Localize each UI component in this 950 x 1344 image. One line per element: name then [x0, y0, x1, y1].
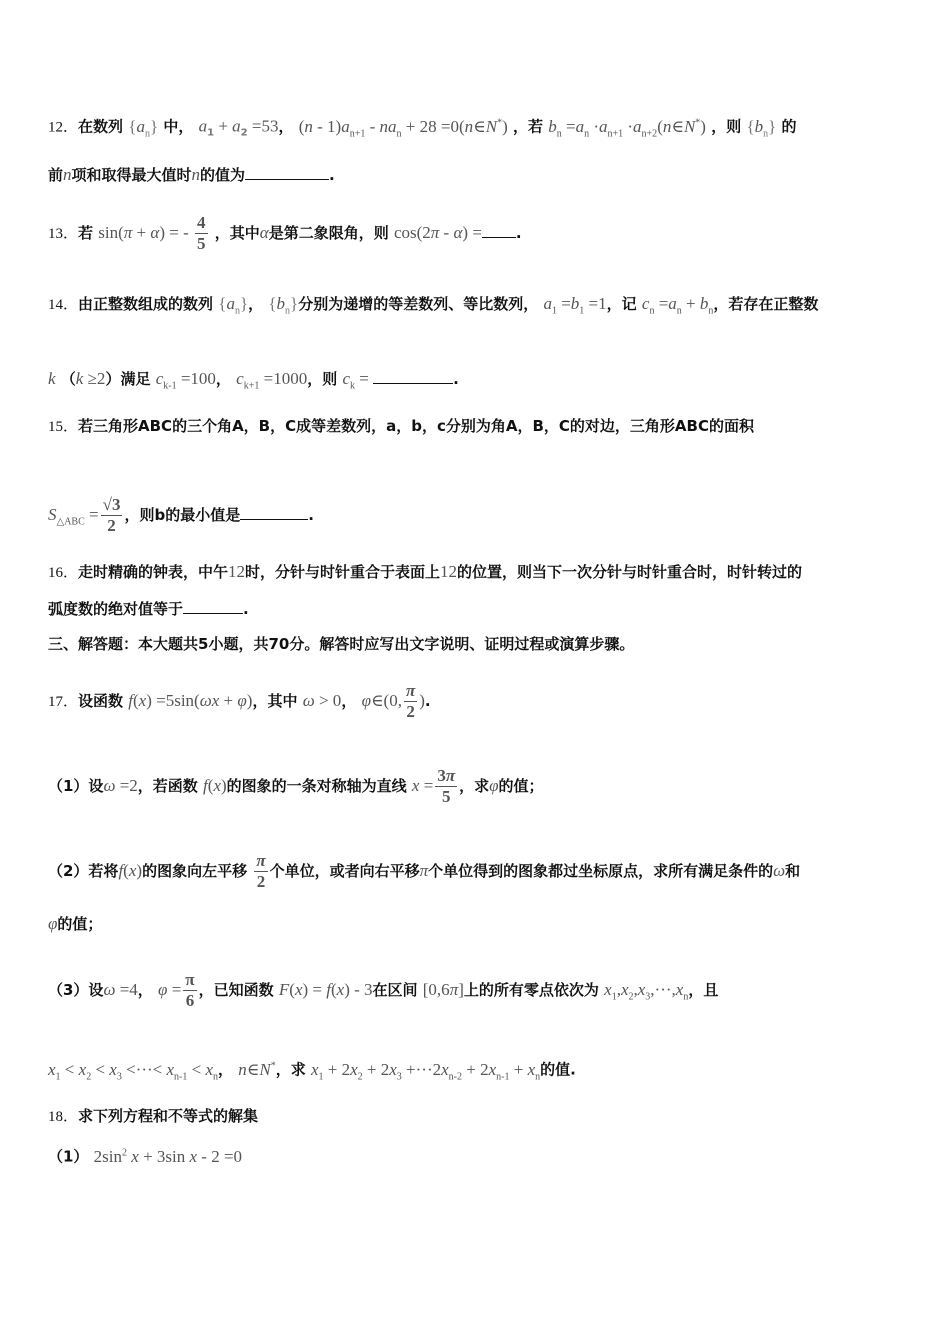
q17-part2-line1: （2）若将f(x)的图象向左平移 $\frac{\pi}{2}$ 个单位，或者向右平移π个单位得到的图象都过坐标原点，求所有满足条件的ω和: [48, 851, 801, 891]
section-3-heading: 三、解答题：本大题共5小题，共70分。解答时应写出文字说明、证明过程或演算步骤。: [48, 635, 635, 653]
q14-line1: 14．由正整数组成的数列 $\{a_n\}$， $\{b_n\}$分别为递增的等差数列、等比数列， $a_1 =b_1 =1$，记 $c_n =a_n + b_n$，若存在正整数: [48, 294, 819, 317]
q15-line2: $S_{\triangle ABC}$ = $\frac{√3}{2}$ ，则b的最小值是 .: [48, 495, 314, 535]
q14-line2: k （k ≥2）满足 $c_{k-1} =100$， $c_{k+1} =1000$，则 $c_k$ = .: [48, 369, 459, 392]
q13-line: 13．若 sin(π + α) = - $\frac{4}{5}$ ，其中α是第二象限角，则 cos(2π - α) = .: [48, 213, 522, 253]
q15-line1: 15．若三角形ABC的三个角A，B，C成等差数列，a，b，c分别为角A，B，C的对边，三角形ABC的面积: [48, 417, 754, 435]
q18-line1: 18．求下列方程和不等式的解集: [48, 1107, 259, 1125]
q16-number: 16．: [48, 565, 79, 581]
q12-line2: 前n项和取得最大值时n的值为 .: [48, 165, 335, 184]
q17-number: 17．: [48, 694, 79, 710]
q15-answer-blank[interactable]: [240, 505, 308, 520]
q16-answer-blank[interactable]: [183, 599, 243, 614]
q12-answer-blank[interactable]: [245, 165, 329, 180]
q13-answer-blank[interactable]: [482, 223, 516, 238]
q17-line1: 17．设函数 f(x) =5sin(ωx + φ)，其中 ω > 0， φ∈(0, $\frac{\pi}{2}$ ).: [48, 681, 431, 721]
q12-number: 12．: [48, 119, 79, 136]
q17-part3-line1: （3）设ω =4， φ = $\frac{\pi}{6}$ ，已知函数 F(x) = f(x) - 3在区间 [0,6π]上的所有零点依次为 $x_1,x_2,x_3,\cdot\cdot\cdot,x_n$，且: [48, 970, 719, 1010]
q14-answer-blank[interactable]: [373, 369, 453, 384]
q12-line1: 12．在数列 $\{a_n\}$ 中， $a_1 + a_2 =53$， $(n - 1)a_{n+1} - na_n + 28$ =0(n∈N*) ，若 $b_n =a_n \cdot a_{n+1}$ $\cdot a_{n+2}(n\in N^*)$ ，则 $\{b_n\}$ 的: [48, 116, 797, 140]
q18-part1: （1） $2\sin^2$ x + 3sin x - 2 =0: [48, 1146, 243, 1166]
q17-part3-line2: $x_1 < x_2 < x_3$ <···< $x_{n-1} < x_n$， n∈N*，求 $x_1 + 2x_2 + 2x_3 +\cdot\cdot\cdot 2x_{n-2} + 2x_{n-1} + x_n$的值.: [48, 1059, 576, 1083]
q13-number: 13．: [48, 226, 79, 242]
q18-number: 18．: [48, 1109, 79, 1125]
q15-number: 15．: [48, 419, 79, 435]
q16-line1: 16．走时精确的钟表，中午12时，分针与时针重合于表面上12的位置，则当下一次分针与时针重合时，时针转过的: [48, 562, 803, 581]
q16-line2: 弧度数的绝对值等于 .: [48, 600, 249, 618]
q14-number: 14．: [48, 297, 79, 313]
q17-part1: （1）设ω =2，若函数 f(x)的图象的一条对称轴为直线 x = $\frac{3\pi}{5}$ ，求φ的值；: [48, 766, 544, 806]
q17-part2-line2: φ的值；: [48, 914, 103, 933]
